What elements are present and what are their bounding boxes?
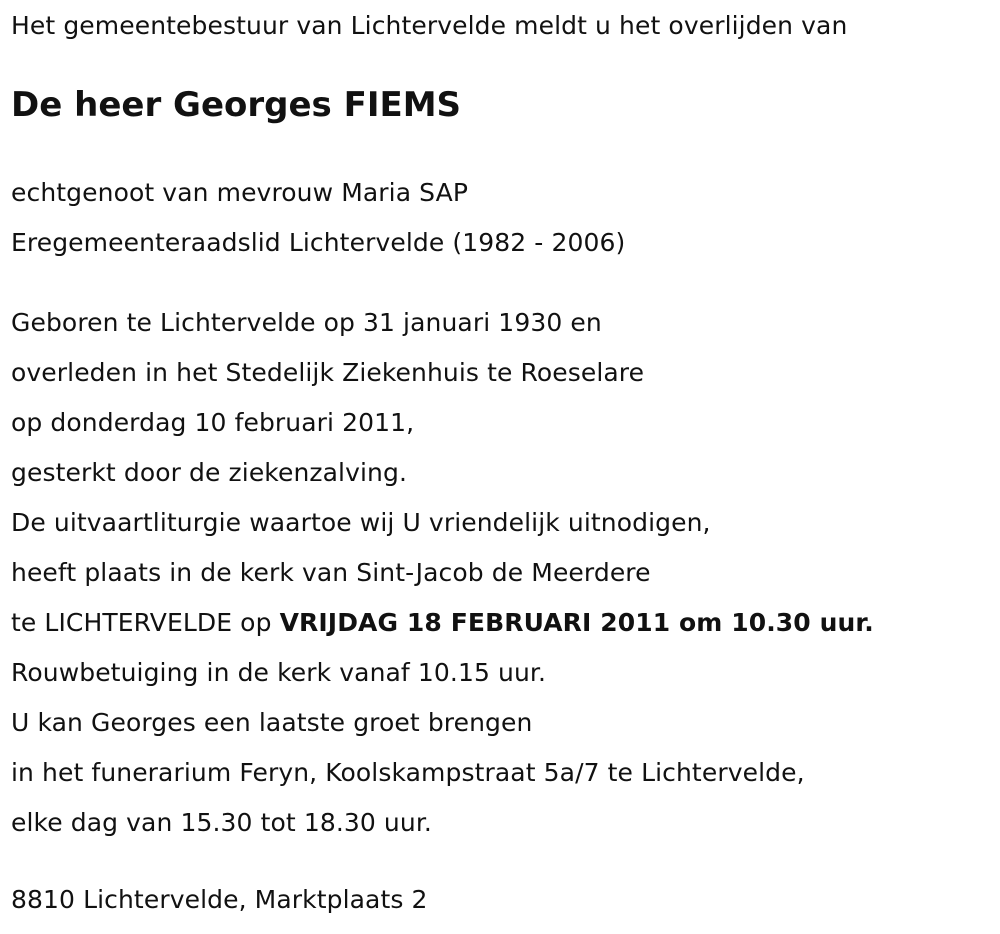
relation-block	[11, 168, 625, 268]
death-place-line: overleden in het Stedelijk Ziekenhuis te Roeselare	[11, 358, 645, 387]
funeral-home-line: in het funerarium Feryn, Koolskampstraat 5a/7 te Lichtervelde,	[11, 758, 805, 787]
birth-line: Geboren te Lichtervelde op 31 januari 1930 en	[11, 308, 602, 337]
spouse-line: echtgenoot van mevrouw Maria SAP	[11, 178, 468, 207]
deceased-name: De heer Georges FIEMS	[11, 85, 462, 125]
church-line: heeft plaats in de kerk van Sint-Jacob de Meerdere	[11, 558, 651, 587]
funeral-date-highlight: VRIJDAG 18 FEBRUARI 2011 om 10.30 uur.	[279, 608, 874, 637]
funeral-invite-line: De uitvaartliturgie waartoe wij U vriendelijk uitnodigen,	[11, 508, 711, 537]
intro-text: Het gemeentebestuur van Lichtervelde meldt u het overlijden van	[11, 11, 848, 40]
sacrament-line: gesterkt door de ziekenzalving.	[11, 458, 407, 487]
funeral-date-prefix: te LICHTERVELDE op	[11, 608, 280, 637]
address-line: 8810 Lichtervelde, Marktplaats 2	[11, 885, 428, 914]
farewell-line: U kan Georges een laatste groet brengen	[11, 708, 533, 737]
condolence-line: Rouwbetuiging in de kerk vanaf 10.15 uur.	[11, 658, 547, 687]
death-date-line: op donderdag 10 februari 2011,	[11, 408, 415, 437]
honor-line: Eregemeenteraadslid Lichtervelde (1982 - 2006)	[11, 228, 626, 257]
funeral-date-line	[11, 598, 874, 648]
details-block	[11, 298, 874, 848]
visiting-hours-line: elke dag van 15.30 tot 18.30 uur.	[11, 808, 432, 837]
